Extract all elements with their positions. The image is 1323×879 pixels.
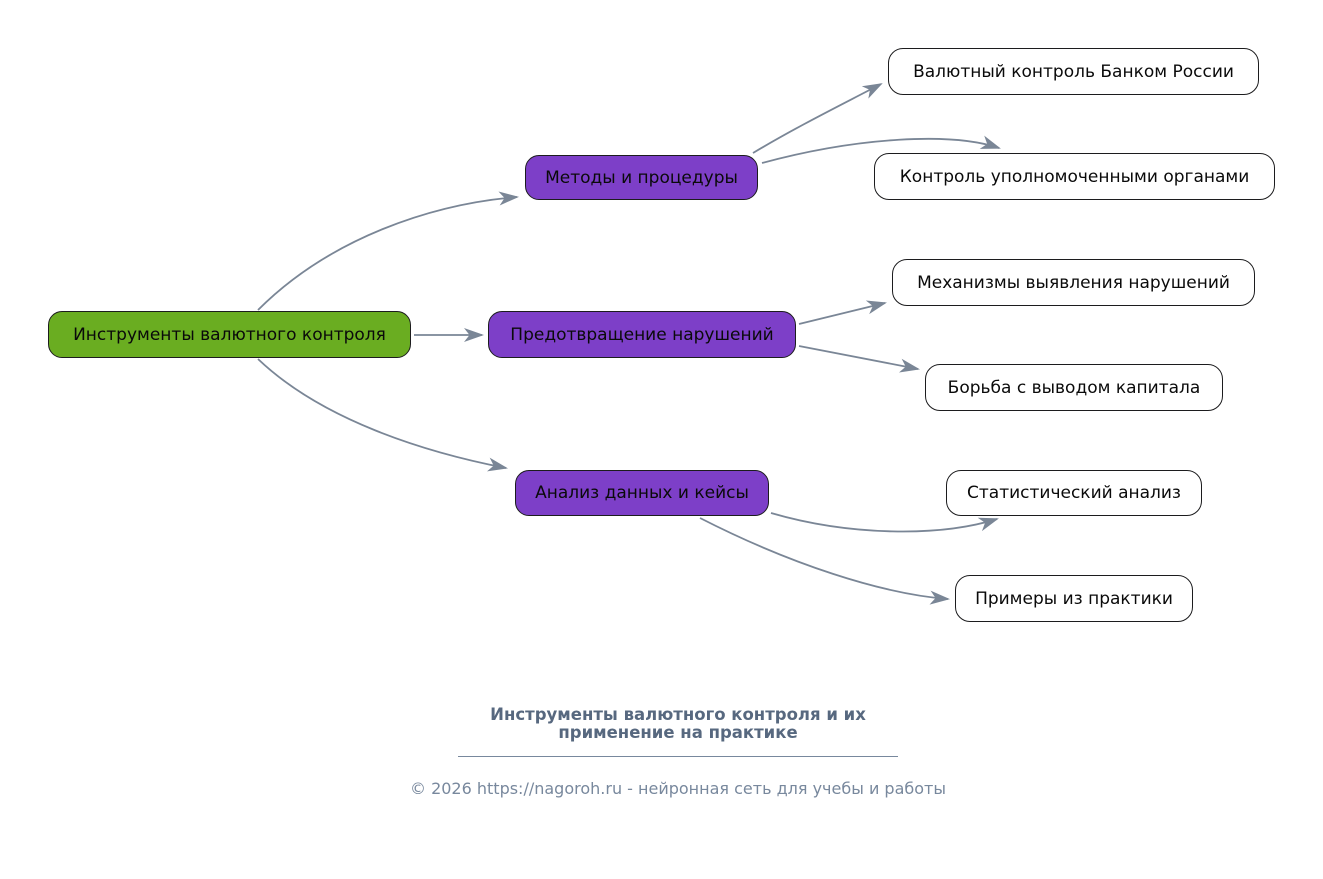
branch-node-methods-procedures: Методы и процедуры (525, 155, 758, 200)
leaf-node-violation-detection-mechanisms: Механизмы выявления нарушений (892, 259, 1255, 306)
footer-title: Инструменты валютного контроля и их применение на практике (490, 705, 866, 743)
leaf-node-bank-of-russia-control: Валютный контроль Банком России (888, 48, 1259, 95)
edge-root-to-analysis (258, 359, 506, 468)
edge-analysis-to-examples (700, 518, 948, 599)
footer-divider (458, 756, 898, 757)
leaf-node-statistical-analysis: Статистический анализ (946, 470, 1202, 516)
edge-prevention-to-capital-outflow (799, 346, 918, 369)
edge-prevention-to-violation-detection (799, 303, 885, 324)
branch-node-violation-prevention: Предотвращение нарушений (488, 311, 796, 358)
branch-node-data-analysis-cases: Анализ данных и кейсы (515, 470, 769, 516)
root-node-currency-control-tools: Инструменты валютного контроля (48, 311, 411, 358)
footer-copyright: © 2026 https://nagoroh.ru - нейронная сеть для учебы и работы (409, 779, 946, 799)
leaf-node-capital-outflow-fight: Борьба с выводом капитала (925, 364, 1223, 411)
leaf-node-practice-examples: Примеры из практики (955, 575, 1193, 622)
footer (358, 706, 998, 798)
edge-root-to-methods (258, 197, 517, 310)
leaf-node-authorized-bodies-control: Контроль уполномоченными органами (874, 153, 1275, 200)
